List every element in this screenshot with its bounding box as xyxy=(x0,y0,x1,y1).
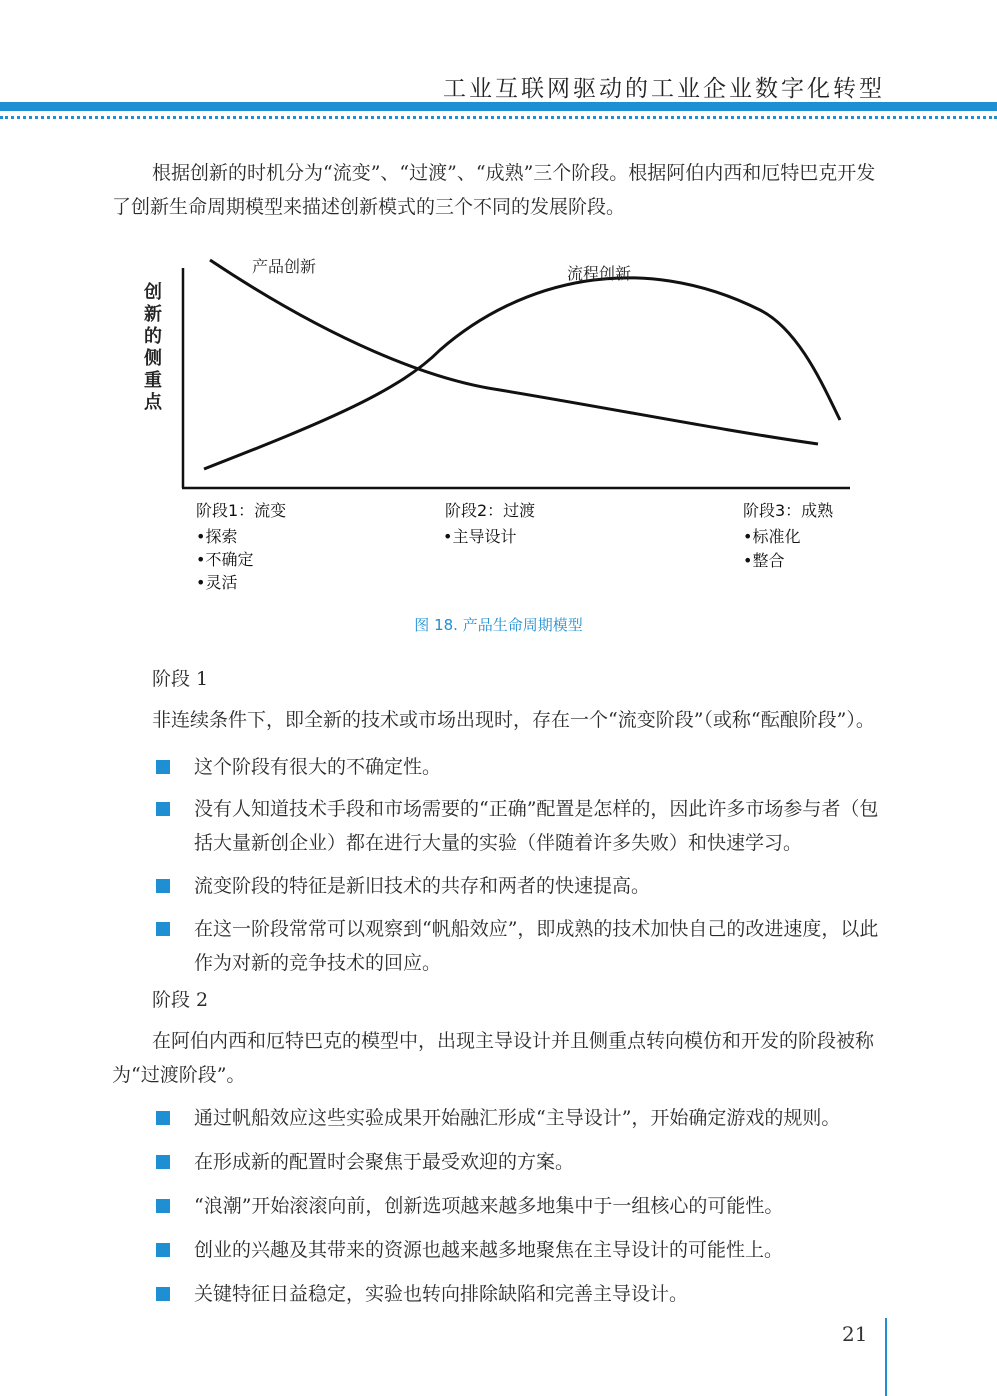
bullet-text: 在这一阶段常常可以观察到“帆船效应”，即成熟的技术加快自己的改进速度，以此作为对新的竞争技术的回应。 xyxy=(194,918,879,974)
y-axis-char: 侧 xyxy=(144,348,162,369)
bullet-text: 在形成新的配置时会聚焦于最受欢迎的方案。 xyxy=(194,1151,575,1173)
section2-heading: 阶段 2 xyxy=(152,989,209,1011)
product-innovation-curve xyxy=(210,260,818,444)
square-bullet-icon xyxy=(156,1199,170,1213)
intro-paragraph: 根据创新的时机分为“流变”、“过渡”、“成熟”三个阶段。根据阿伯内西和厄特巴克开发了创新生命周期模型来描述创新模式的三个不同的发展阶段。 xyxy=(112,162,876,218)
section2-bullet xyxy=(156,1277,891,1311)
stage-bullet: •灵活 xyxy=(196,573,238,592)
square-bullet-icon xyxy=(156,1287,170,1301)
bullet-text: 创业的兴趣及其带来的资源也越来越多地聚焦在主导设计的可能性上。 xyxy=(194,1239,784,1261)
section2-paragraph: 在阿伯内西和厄特巴克的模型中，出现主导设计并且侧重点转向模仿和开发的阶段被称为“过渡阶段”。 xyxy=(112,1030,875,1086)
page-number: 21 xyxy=(842,1322,868,1346)
square-bullet-icon xyxy=(156,1243,170,1257)
y-axis-char: 点 xyxy=(144,392,162,413)
process-innovation-curve xyxy=(204,278,840,469)
section1-heading: 阶段 1 xyxy=(152,668,209,690)
stage-bullet: •标准化 xyxy=(743,527,801,546)
section2-bullet xyxy=(156,1145,891,1179)
running-header-title: 工业互联网驱动的工业企业数字化转型 xyxy=(443,76,885,102)
bullet-text: “浪潮”开始滚滚向前，创新选项越来越多地集中于一组核心的可能性。 xyxy=(194,1195,784,1217)
stage-title: 阶段1：流变 xyxy=(196,501,287,520)
y-axis-label xyxy=(143,281,168,413)
section2-bullet xyxy=(156,1101,891,1135)
stage-2 xyxy=(443,501,535,546)
stage-3 xyxy=(743,501,834,570)
header-accent-bar xyxy=(0,102,997,111)
square-bullet-icon xyxy=(156,802,170,816)
square-bullet-icon xyxy=(156,760,170,774)
product-curve-label: 产品创新 xyxy=(252,257,317,276)
section2-bullet xyxy=(156,1233,891,1267)
bullet-text: 通过帆船效应这些实验成果开始融汇形成“主导设计”，开始确定游戏的规则。 xyxy=(194,1107,841,1129)
section1-bullet xyxy=(156,750,891,784)
section2-bullet xyxy=(156,1189,891,1223)
stage-bullet: •不确定 xyxy=(196,550,254,569)
figure-caption: 图 18. 产品生命周期模型 xyxy=(414,616,583,634)
bullet-text: 流变阶段的特征是新旧技术的共存和两者的快速提高。 xyxy=(194,875,651,897)
square-bullet-icon xyxy=(156,1155,170,1169)
y-axis-char: 重 xyxy=(144,370,162,391)
stage-title: 阶段3：成熟 xyxy=(743,501,834,520)
square-bullet-icon xyxy=(156,922,170,936)
square-bullet-icon xyxy=(156,879,170,893)
bullet-text: 关键特征日益稳定，实验也转向排除缺陷和完善主导设计。 xyxy=(194,1283,689,1305)
section1-bullet xyxy=(156,792,891,860)
process-curve-label: 流程创新 xyxy=(567,264,632,283)
square-bullet-icon xyxy=(156,1111,170,1125)
innovation-lifecycle-figure xyxy=(0,240,997,610)
stage-bullet: •探索 xyxy=(196,527,238,546)
page-number-rule xyxy=(885,1318,887,1396)
bullet-text: 没有人知道技术手段和市场需要的“正确”配置是怎样的，因此许多市场参与者（包括大量新创企业）都在进行大量的实验（伴随着许多失败）和快速学习。 xyxy=(194,798,879,854)
y-axis-char: 新 xyxy=(144,304,162,325)
y-axis-char: 的 xyxy=(144,326,162,347)
section1-paragraph: 非连续条件下，即全新的技术或市场出现时，存在一个“流变阶段”（或称“酝酿阶段”）。 xyxy=(152,709,875,731)
stage-1 xyxy=(196,501,286,592)
stage-bullet: •整合 xyxy=(743,551,785,570)
header-dotted-rule xyxy=(0,116,997,119)
stage-title: 阶段2：过渡 xyxy=(445,501,536,520)
bullet-text: 这个阶段有很大的不确定性。 xyxy=(194,756,442,778)
section1-bullet xyxy=(156,912,891,980)
section1-bullet xyxy=(156,869,891,903)
y-axis-char: 创 xyxy=(144,282,162,303)
stage-bullet: •主导设计 xyxy=(443,527,517,546)
